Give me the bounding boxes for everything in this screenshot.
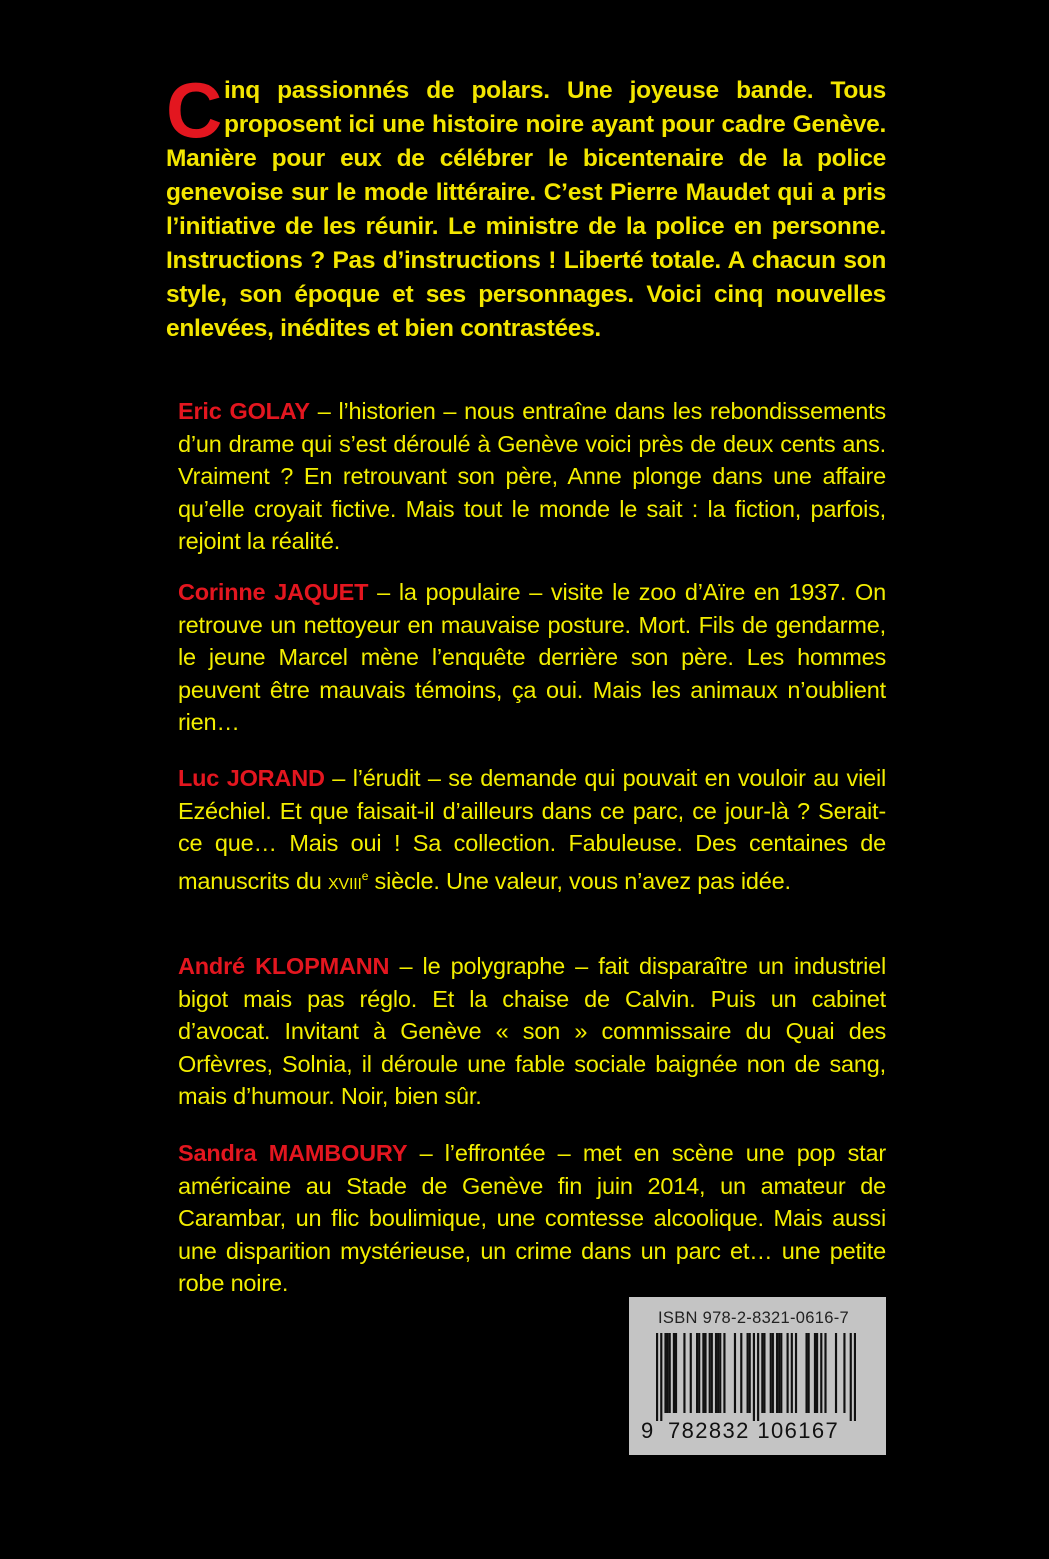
isbn-label: ISBN 978-2-8321-0616-7 — [658, 1309, 849, 1327]
author-description: – l’érudit – se demande qui pouvait en vouloir au vieil Ezéchiel. Et que faisait-il d’ailleurs dans ce parc, ce jour-là ? Serait-ce que… Mais oui ! Sa collection. Fabuleuse. Des centaines de manuscrits du — [178, 765, 886, 894]
author-entry-jaquet — [178, 576, 886, 739]
barcode-bar — [787, 1333, 789, 1413]
barcode-bar — [770, 1333, 772, 1413]
barcode-bar — [757, 1333, 759, 1421]
author-name: André KLOPMANN — [178, 953, 390, 979]
barcode-bar — [854, 1333, 856, 1421]
author-entry-jorand — [178, 762, 886, 901]
author-entry-klopmann — [178, 950, 886, 1113]
ean-barcode — [656, 1333, 856, 1421]
barcode-bar — [835, 1333, 837, 1413]
barcode-bar — [664, 1333, 666, 1413]
author-description: – l’historien – nous entraîne dans les rebondissements d’un drame qui s’est déroulé à Genève voici près de deux cents ans. Vraiment ? En retrouvant son père, Anne plonge dans une affaire qu’elle croyait fictive. Mais tout le monde le sait : la fiction, parfois, rejoint la réalité. — [178, 398, 886, 554]
century-numeral: XVIII — [328, 875, 362, 893]
barcode-bar — [850, 1333, 852, 1421]
ean-first-digit: 9 — [641, 1418, 654, 1443]
barcode-bar — [814, 1333, 816, 1413]
ean-digits: 782832 106167 — [668, 1418, 840, 1443]
author-description: – la populaire – visite le zoo d’Aïre en 1937. On retrouve un nettoyeur en mauvaise posture. Mort. Fils de gendarme, le jeune Marcel mène l’enquête derrière son père. Les hommes peuvent être mauvais témoins, ça oui. Mais les animaux n’oublient rien… — [178, 579, 887, 735]
barcode-bar — [719, 1333, 721, 1413]
barcode-bar — [780, 1333, 782, 1413]
barcode-bar — [795, 1333, 797, 1413]
barcode-bar — [715, 1333, 717, 1413]
barcode-bar — [711, 1333, 713, 1413]
barcode-bar — [776, 1333, 778, 1413]
barcode-bar — [749, 1333, 751, 1413]
barcode-bar — [704, 1333, 706, 1413]
barcode-bar — [791, 1333, 793, 1413]
barcode-bar — [740, 1333, 742, 1413]
barcode-bar — [683, 1333, 685, 1413]
author-name: Corinne JAQUET — [178, 579, 369, 605]
barcode-bar — [698, 1333, 700, 1413]
barcode-bar — [734, 1333, 736, 1413]
barcode-bar — [667, 1333, 669, 1413]
barcode-bar — [690, 1333, 692, 1413]
barcode-bar — [702, 1333, 704, 1413]
barcode-bar — [696, 1333, 698, 1413]
barcode-bar — [675, 1333, 677, 1413]
barcode-bar — [753, 1333, 755, 1421]
barcode-bar — [772, 1333, 774, 1413]
barcode-bar — [660, 1333, 662, 1421]
author-name: Eric GOLAY — [178, 398, 310, 424]
barcode-bar — [656, 1333, 658, 1421]
drop-cap: C — [166, 66, 223, 154]
author-name: Luc JORAND — [178, 765, 325, 791]
barcode-bar — [673, 1333, 675, 1413]
barcode-bar — [723, 1333, 725, 1413]
barcode-bar — [824, 1333, 826, 1413]
intro-blurb — [166, 66, 886, 346]
author-name: Sandra MAMBOURY — [178, 1140, 408, 1166]
century-superscript: e — [361, 868, 369, 883]
intro-text: inq passionnés de polars. Une joyeuse bande. Tous proposent ici une histoire noire ayant pour cadre Genève. Manière pour eux de célébrer le bicentenaire de la police genevoise sur le mode littéraire. C’est Pierre Maudet qui a pris l’initiative de les réunir. Le ministre de la police en personne. Instructions ? Pas d’instructions ! Liberté totale. A chacun son style, son époque et ses personnages. Voici cinq nouvelles enlevées, inédites et bien contrastées. — [166, 77, 886, 342]
barcode-bar — [761, 1333, 763, 1413]
author-description: – l’effrontée – met en scène une pop star américaine au Stade de Genève fin juin 2014, un amateur de Carambar, un flic boulimique, une comtesse alcoolique. Mais aussi une disparition mystérieuse, un crime dans un parc et… une petite robe noire. — [178, 1140, 886, 1296]
barcode-bar — [717, 1333, 719, 1413]
barcode-bar — [808, 1333, 810, 1413]
author-description: – le polygraphe – fait disparaître un industriel bigot mais pas réglo. Et la chaise de Calvin. Puis un cabinet d’avocat. Invitant à Genève « son » commissaire du Quai des Orfèvres, Solnia, il déroule une fable sociale baignée non de sang, mais d’humour. Noir, bien sûr. — [178, 953, 886, 1109]
author-entry-mamboury — [178, 1137, 886, 1300]
barcode-bar — [763, 1333, 765, 1413]
barcode-bar — [843, 1333, 845, 1413]
barcode-bar — [709, 1333, 711, 1413]
author-entry-golay — [178, 395, 886, 558]
barcode-bar — [747, 1333, 749, 1413]
barcode-bar — [778, 1333, 780, 1413]
barcode-bar — [820, 1333, 822, 1413]
barcode-bar — [805, 1333, 807, 1413]
barcode-bar — [816, 1333, 818, 1413]
author-description-end: siècle. Une valeur, vous n’avez pas idée. — [368, 867, 791, 894]
barcode-bar — [669, 1333, 671, 1413]
